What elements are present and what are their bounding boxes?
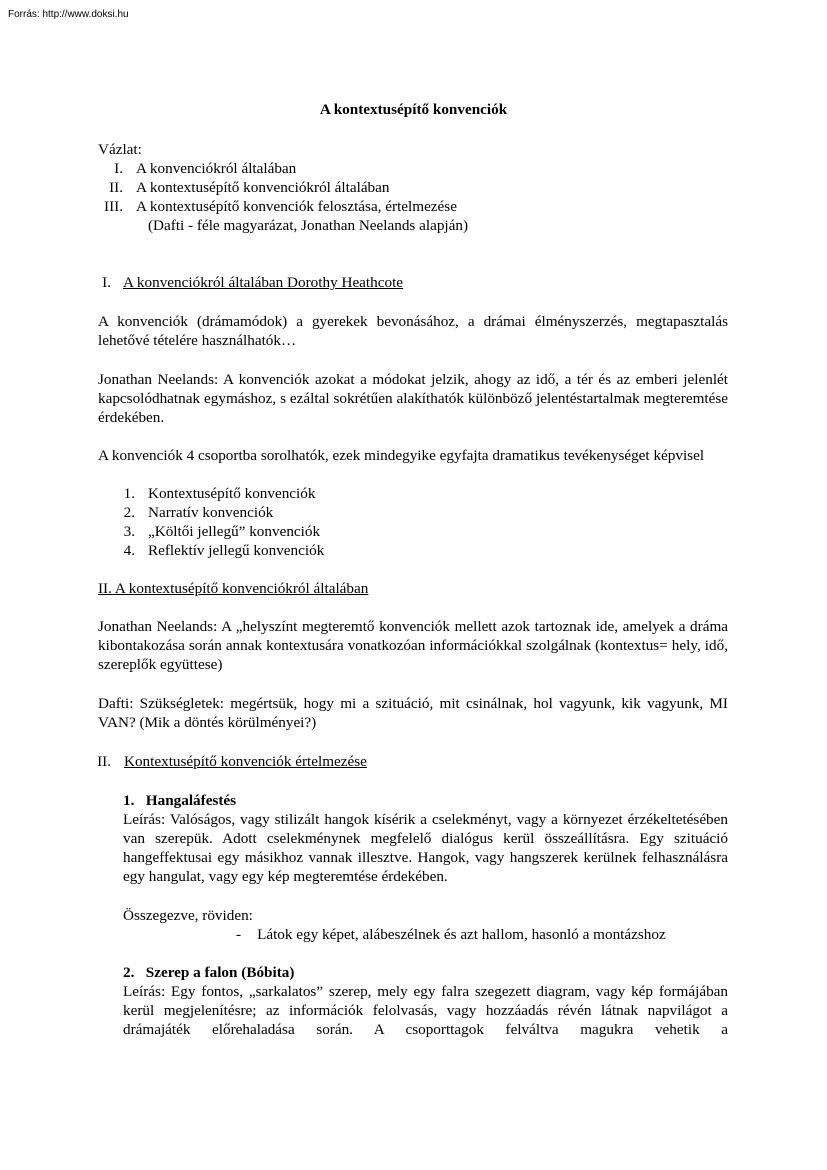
summary-line	[236, 925, 666, 944]
convention-list-item	[110, 484, 315, 503]
section2-paragraph-2: Dafti: Szükségletek: megértsük, hogy mi a szituáció, mit csinálnak, hol vagyunk, kik vagyunk, MI VAN? (Mik a döntés körülményei?)	[98, 695, 728, 731]
convention-description: Leírás: Egy fontos, „sarkalatos” szerep, mely egy falra szegezett diagram, vagy kép formájában kerül megjelenítésre; az információk felolvasás, vagy hozzáadás révén látnak napvilágot a drámajáték előrehaladása során. A csoporttagok felváltva magukra vehetik a	[123, 983, 728, 1038]
convention-list-item	[110, 503, 273, 522]
outline-item	[98, 178, 390, 197]
section3-heading	[92, 752, 367, 771]
section1-number: I.	[102, 274, 111, 291]
convention-title: 2. Szerep a falon (Bóbita)	[123, 964, 295, 981]
section3-title: Kontextusépítő konvenciók értelmezése	[124, 753, 367, 770]
list-number: 3.	[123, 523, 135, 540]
list-text: Kontextusépítő konvenciók	[148, 485, 316, 502]
outline-item-number: III.	[104, 198, 123, 215]
outline-label: Vázlat:	[98, 141, 142, 158]
outline-item	[98, 197, 457, 216]
list-text: „Költői jellegű” konvenciók	[148, 523, 321, 540]
list-text: Narratív konvenciók	[148, 504, 274, 521]
section3-number: II.	[97, 753, 111, 770]
document-title: A kontextusépítő konvenciók	[319, 101, 508, 118]
convention-description: Leírás: Valóságos, vagy stilizált hangok kísérik a cselekményt, vagy a környezet érzékeltetésében van szerepük. Adott cselekménynek megfelelő dialógus kerül összeállításra. Egy szituáció hangeffektusai egy másikhoz vannak illesztve. Hangok, vagy hangszerek kerülnek felhasználásra egy hangulat, vagy egy kép megteremtése érdekében.	[123, 811, 728, 885]
section1-paragraph-3: A konvenciók 4 csoportba sorolhatók, ezek mindegyike egyfajta dramatikus tevékenységet képvisel	[98, 447, 705, 464]
outline-item-text: A kontextusépítő konvenciók felosztása, értelmezése	[136, 198, 457, 215]
outline-item-text: A konvenciókról általában	[136, 160, 297, 177]
summary-text: Látok egy képet, alábeszélnek és azt hallom, hasonló a montázshoz	[257, 926, 666, 943]
list-number: 2.	[123, 504, 135, 521]
section2-heading: II. A kontextusépítő konvenciókról általában	[98, 580, 369, 597]
summary-label: Összegezve, röviden:	[123, 907, 253, 924]
outline-item-number: II.	[109, 179, 123, 196]
outline-item-number: I.	[114, 160, 123, 177]
outline-item	[98, 159, 296, 178]
section1-paragraph-1: A konvenciók (drámamódok) a gyerekek bevonásához, a drámai élményszerzés, megtapasztalás lehetővé tételére használhatók…	[98, 313, 728, 349]
outline-note: (Dafti - féle magyarázat, Jonathan Neelands alapján)	[148, 217, 469, 234]
list-text: Reflektív jellegű konvenciók	[148, 542, 325, 559]
section1-title: A konvenciókról általában Dorothy Heathcote	[123, 274, 404, 291]
outline-item-text: A kontextusépítő konvenciókról általában	[136, 179, 390, 196]
list-number: 4.	[123, 542, 135, 559]
convention-title: 1. Hangaláfestés	[123, 792, 237, 809]
section1-heading	[98, 273, 403, 292]
convention-list-item	[110, 541, 324, 560]
section1-paragraph-2: Jonathan Neelands: A konvenciók azokat a módokat jelzik, ahogy az idő, a tér és az emberi jelenlét kapcsolódhatnak egymáshoz, s ezáltal sokrétűen alakíthatók különböző jelentéstartalmak megteremtése érdekében.	[98, 371, 728, 426]
convention-list-item	[110, 522, 320, 541]
source-watermark: Forrás: http://www.doksi.hu	[8, 9, 129, 20]
dash: -	[236, 926, 242, 943]
list-number: 1.	[123, 485, 135, 502]
section2-paragraph-1: Jonathan Neelands: A „helyszínt megteremtő konvenciók mellett azok tartoznak ide, amelyek a dráma kibontakozása során annak kontextusára vonatkozóan információkkal szolgálnak (kontextus= hely, idő, szereplők együttese)	[98, 618, 728, 673]
